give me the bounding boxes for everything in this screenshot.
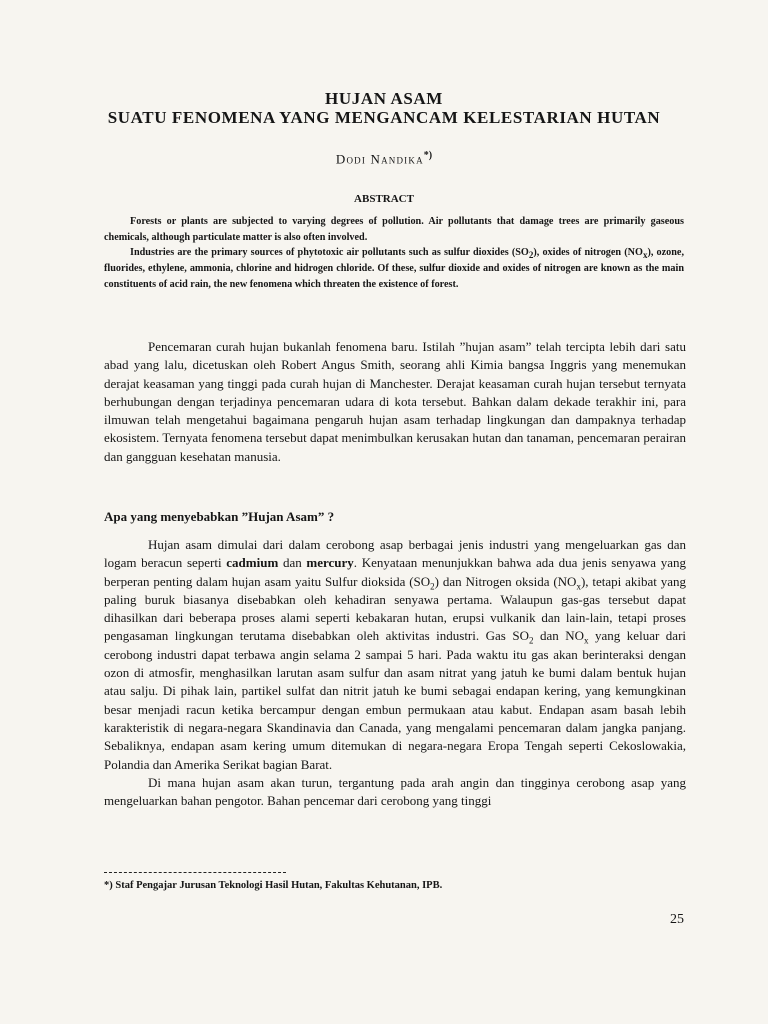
section-paragraph-1: Hujan asam dimulai dari dalam cerobong asap berbagai jenis industri yang mengeluarkan gas dan logam beracun seperti cadmium dan mercury. Kenyataan menunjukkan bahwa ada dua jenis senyawa yang berperan penting dalam hujan asam yaitu Sulfur dioksida $(SO_2)$ dan Nitrogen oksida $(NO_x)$, tetapi akibat yang paling buruk biasanya disebabkan oleh kehadiran senyawa pertama. Walaupun gas-gas tersebut dapat dihasilkan dari beberapa proses alami seperti kebakaran hutan, erupsi vulkanik dan lain-lain, tetapi proses pengasaman lingkungan terutama disebabkan oleh aktivitas industri. Gas $SO_2$ dan $NO_x$ yang keluar dari cerobong industri dapat terbawa angin selama 2 sampai 5 hari. Pada waktu itu gas akan berinteraksi dengan ozon di atmosfir, menghasilkan larutan asam sulfur dan asam nitrat yang jatuh ke bumi dalam bentuk hujan atau salju. Di pihak lain, partikel sulfat dan nitrit jatuh ke bumi sebagai endapan kering, yang kemungkinan besar menjadi racun ketika bercampur dengan embun permukaan atau kabut. Endapan asam basah lebih karakteristik di negara-negara Skandinavia dan Canada, yang mengalami pencemaran dalam jangka panjang. Sebaliknya, endapan asam kering umum ditemukan di negara-negara Eropa Tengah seperti Cekoslowakia, Polandia dan Amerika Serikat bagian Barat. <box>104 537 687 772</box>
author-name: Dodi Nandika <box>335 151 424 167</box>
abstract-paragraph-2: Industries are the primary sources of phytotoxic air pollutants such as sulfur dioxides $(SO_2)$, oxides of nitrogen $(NO_x)$, ozone, fluorides, ethylene, ammonia, chlorine and hidrogen chloride. Of these, sulfur dioxide and oxides of nitrogen are known as the main constituents of acid rain, the new fenomena which threaten the existence of forest. <box>104 247 684 290</box>
abstract-paragraph-1: Forests or plants are subjected to varying degrees of pollution. Air pollutants that damage trees are primarily gaseous chemicals, although particulate matter is also often involved. <box>104 216 684 243</box>
title-line-2: SUATU FENOMENA YANG MENGANCAM KELESTARIAN HUTAN <box>107 108 661 127</box>
footnote-divider <box>104 872 286 873</box>
section-heading: Apa yang menyebabkan ”Hujan Asam” ? <box>104 509 335 524</box>
author <box>0 150 768 167</box>
intro-section <box>104 338 686 466</box>
footnote: *) Staf Pengajar Jurusan Teknologi Hasil Hutan, Fakultas Kehutanan, IPB. <box>104 880 443 891</box>
author-footnote-mark: *) <box>423 150 433 161</box>
title-line-1: HUJAN ASAM <box>325 89 443 108</box>
abstract <box>104 214 684 293</box>
intro-paragraph: Pencemaran curah hujan bukanlah fenomena baru. Istilah ”hujan asam” telah tercipta lebih dari satu abad yang lalu, dicetuskan oleh Robert Angus Smith, seorang ahli Kimia bangsa Inggris yang menemukan derajat keasaman yang tinggi pada curah hujan di Manchester. Derajat keasaman curah hujan tersebut ternyata berhubungan dengan terjadinya pencemaran udara di kota tersebut. Bahkan dalam dekade terakhir ini, para ilmuwan telah mengetahui bagaimana pengaruh hujan asam terhadap lingkungan dan dampaknya terhadap ekosistem. Ternyata fenomena tersebut dapat menimbulkan kerusakan hutan dan tanaman, pencemaran perairan dan gangguan kesehatan manusia. <box>104 339 686 464</box>
abstract-heading: ABSTRACT <box>354 193 414 205</box>
section-body <box>104 536 686 810</box>
section-paragraph-2: Di mana hujan asam akan turun, tergantung pada arah angin dan tingginya cerobong asap yang mengeluarkan bahan pengotor. Bahan pencemar dari cerobong yang tinggi <box>104 774 686 809</box>
page-number: 25 <box>670 912 684 927</box>
